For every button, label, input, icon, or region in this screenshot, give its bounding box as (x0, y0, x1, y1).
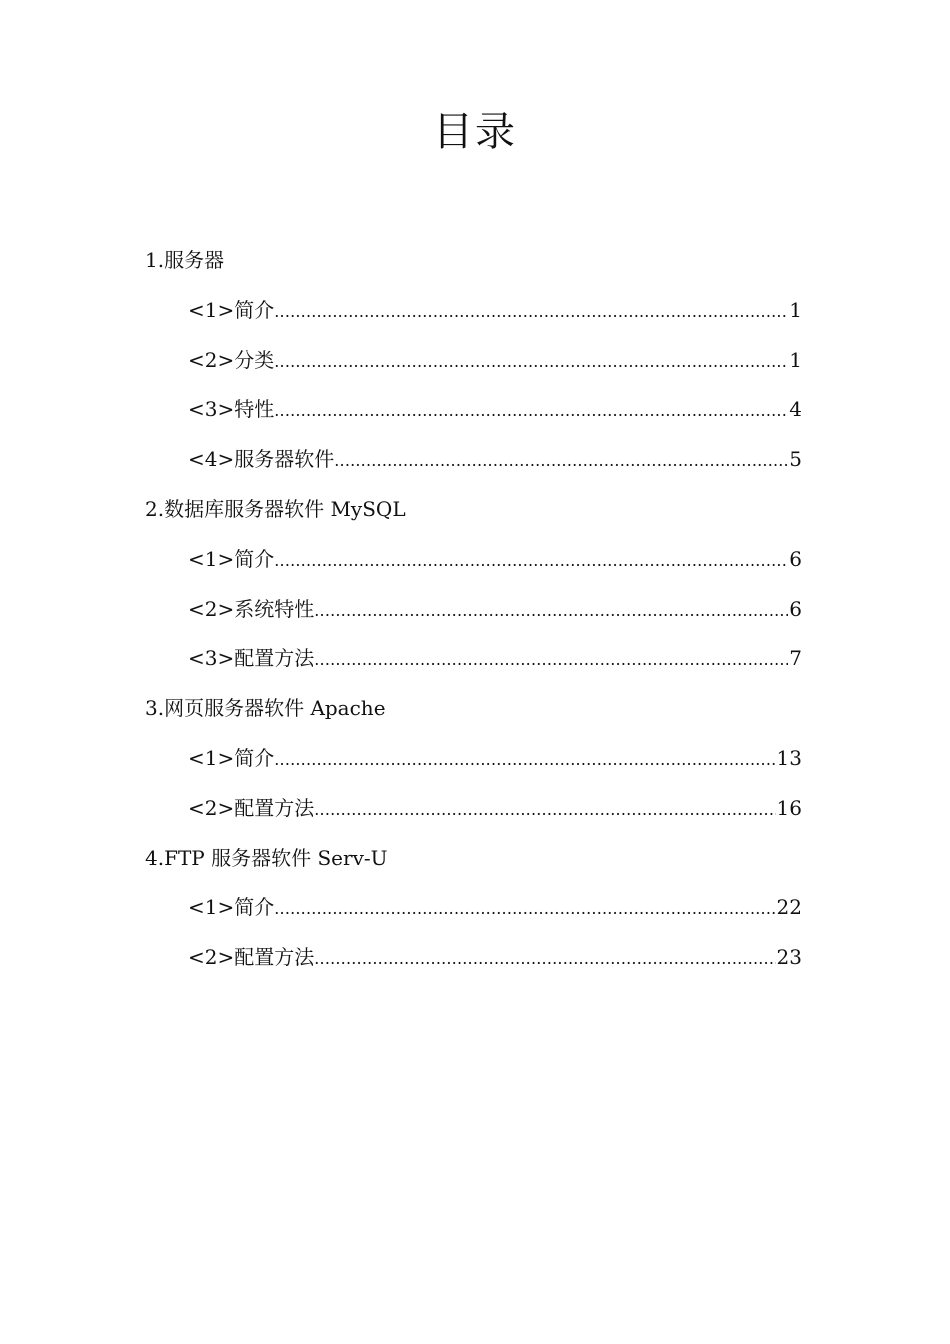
table-of-contents (0, 236, 950, 983)
toc-entry[interactable] (0, 535, 950, 585)
entry-label: <1>简介 (188, 297, 275, 322)
entry-label: <1>简介 (188, 546, 275, 571)
toc-entry[interactable] (0, 435, 950, 485)
toc-entry[interactable] (0, 883, 950, 933)
page-number: 1 (789, 347, 802, 372)
entry-label: <2>配置方法 (188, 945, 315, 970)
dot-leader (274, 735, 775, 785)
dot-leader (274, 287, 788, 337)
section-title: 1.服务器 (145, 248, 225, 272)
entry-label: <3>配置方法 (188, 646, 315, 671)
section-title: 4.FTP 服务器软件 Serv-U (145, 845, 388, 870)
dot-leader (314, 586, 788, 636)
toc-entry[interactable] (0, 336, 950, 386)
toc-entry[interactable] (0, 585, 950, 635)
entry-label: <3>特性 (188, 397, 275, 422)
toc-section-heading (0, 684, 950, 734)
dot-leader (274, 536, 788, 586)
page-number: 23 (776, 945, 802, 970)
entry-label: <1>简介 (188, 895, 275, 920)
dot-leader (334, 436, 788, 486)
page-number: 7 (789, 646, 802, 671)
dot-leader (314, 785, 775, 835)
dot-leader (274, 386, 788, 436)
page-number: 1 (789, 297, 802, 322)
entry-label: <2>配置方法 (188, 795, 315, 820)
page-title: 目录 (433, 109, 517, 155)
page-number: 6 (789, 546, 802, 571)
section-title: 2.数据库服务器软件 MySQL (145, 496, 406, 521)
dot-leader (314, 635, 788, 685)
page-number: 5 (789, 447, 802, 472)
entry-label: <2>系统特性 (188, 596, 315, 621)
toc-entry[interactable] (0, 784, 950, 834)
page-number: 22 (776, 895, 802, 920)
page-number: 4 (789, 397, 802, 422)
toc-entry[interactable] (0, 385, 950, 435)
toc-section-heading (0, 834, 950, 884)
toc-entry[interactable] (0, 734, 950, 784)
dot-leader (274, 337, 788, 387)
dot-leader (274, 884, 775, 934)
page-number: 16 (776, 795, 802, 820)
entry-label: <2>分类 (188, 347, 275, 372)
toc-entry[interactable] (0, 286, 950, 336)
section-title: 3.网页服务器软件 Apache (145, 696, 386, 721)
page-number: 6 (789, 596, 802, 621)
toc-section-heading (0, 236, 950, 286)
dot-leader (314, 934, 775, 984)
toc-section-heading (0, 485, 950, 535)
page-number: 13 (776, 745, 802, 770)
toc-entry[interactable] (0, 634, 950, 684)
entry-label: <4>服务器软件 (188, 447, 335, 472)
toc-entry[interactable] (0, 933, 950, 983)
entry-label: <1>简介 (188, 745, 275, 770)
